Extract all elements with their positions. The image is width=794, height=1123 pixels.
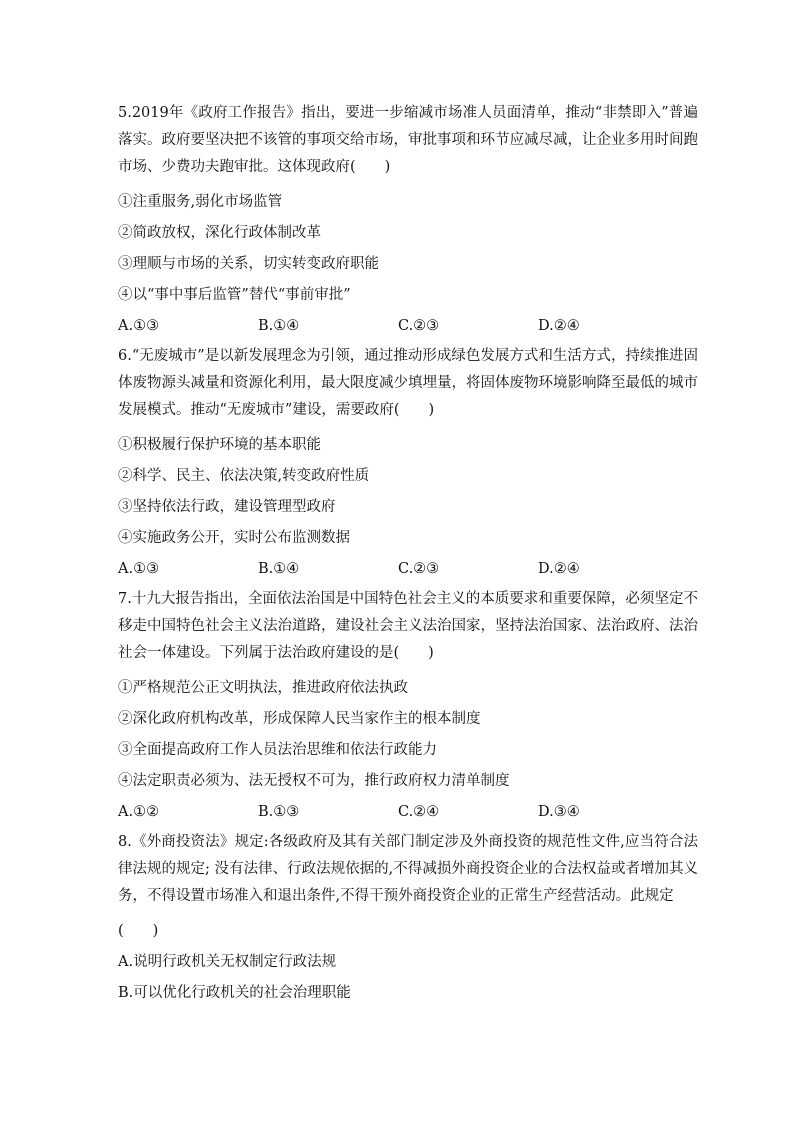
answer-choices — [118, 316, 698, 336]
statement-2: ②深化政府机构改革，形成保障人民当家作主的根本制度 — [118, 711, 481, 727]
statement-3: ③坚持依法行政，建设管理型政府 — [118, 499, 336, 515]
statement-2: ②科学、民主、依法决策,转变政府性质 — [118, 468, 370, 484]
question-stem: 8.《外商投资法》规定:各级政府及其有关部门制定涉及外商投资的规范性文件,应当符合法律法规的规定; 没有法律、行政法规依据的,不得减损外商投资企业的合法权益或者增加其义务，不得设置市场准入和退出条件,不得干预外商投资企业的正常生产经营活动。此规定 — [118, 834, 698, 904]
statement-2: ②简政放权，深化行政体制改革 — [118, 225, 321, 241]
statement-1: ①严格规范公正文明执法，推进政府依法执政 — [118, 680, 408, 696]
question-6 — [118, 343, 698, 579]
question-stem: 5.2019年《政府工作报告》指出，要进一步缩减市场准人员面清单，推动“非禁即入”普遍落实。政府要坚决把不该管的事项交给市场，审批事项和环节应减尽减，让企业多用时间跑市场、少费功夫跑审批。这体现政府( ) — [118, 105, 698, 175]
question-stem: 6.“无废城市”是以新发展理念为引领，通过推动形成绿色发展方式和生活方式，持续推进固体废物源头减量和资源化利用，最大限度减少填埋量，将固体废物环境影响降至最低的城市发展模式。推动“无废城市”建设，需要政府( ) — [118, 348, 698, 418]
choice-c: C.②③ — [398, 318, 440, 334]
statement-1: ①积极履行保护环境的基本职能 — [118, 437, 321, 453]
choice-c: C.②③ — [398, 561, 440, 577]
choice-a: A.①② — [118, 804, 160, 820]
question-8 — [118, 829, 698, 1003]
choice-d: D.②④ — [538, 318, 580, 334]
choice-c: C.②④ — [398, 804, 440, 820]
exam-page — [118, 100, 698, 1010]
question-stem: 7.十九大报告指出，全面依法治国是中国特色社会主义的本质要求和重要保障，必须坚定不移走中国特色社会主义法治道路，建设社会主义法治国家，坚持法治国家、法治政府、法治社会一体建设。下列属于法治政府建设的是( ) — [118, 591, 698, 661]
choice-a: A.①③ — [118, 318, 160, 334]
choice-a: A.说明行政机关无权制定行政法规 — [118, 954, 337, 970]
statement-3: ③全面提高政府工作人员法治思维和依法行政能力 — [118, 742, 437, 758]
answer-choices — [118, 802, 698, 822]
choice-b: B.①④ — [258, 561, 300, 577]
answer-paren: ( ) — [118, 923, 159, 939]
choice-b: B.①④ — [258, 318, 300, 334]
statement-4: ④以“事中事后监管”替代“事前审批” — [118, 287, 351, 303]
choice-b: B.①③ — [258, 804, 300, 820]
statement-4: ④实施政务公开，实时公布监测数据 — [118, 530, 350, 546]
statement-4: ④法定职责必须为、法无授权不可为，推行政府权力清单制度 — [118, 773, 510, 789]
question-7 — [118, 586, 698, 822]
statement-1: ①注重服务,弱化市场监管 — [118, 194, 283, 210]
question-5 — [118, 100, 698, 336]
choice-a: A.①③ — [118, 561, 160, 577]
statement-3: ③理顺与市场的关系，切实转变政府职能 — [118, 256, 379, 272]
answer-choices — [118, 559, 698, 579]
choice-d: D.②④ — [538, 561, 580, 577]
choice-b: B.可以优化行政机关的社会治理职能 — [118, 985, 351, 1001]
choice-d: D.③④ — [538, 804, 580, 820]
